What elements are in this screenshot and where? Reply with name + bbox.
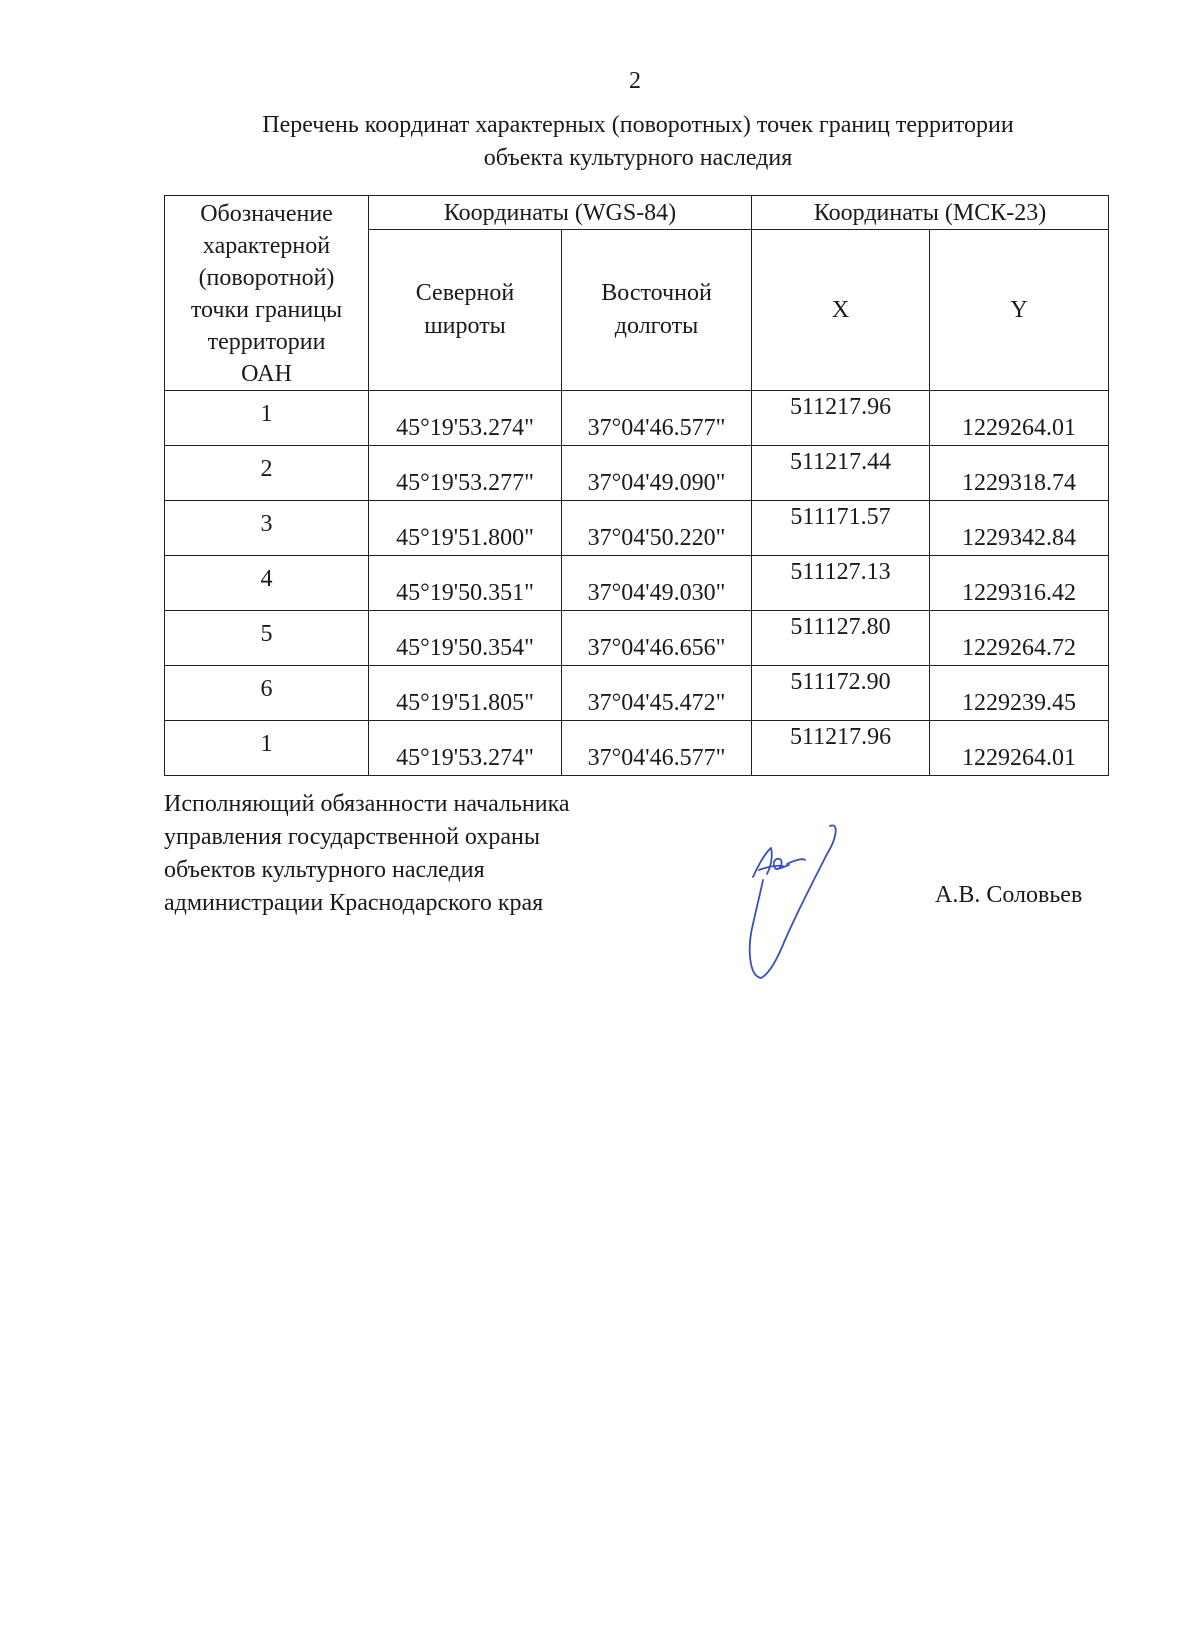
header-designation-line: характерной <box>202 233 331 259</box>
signer-position-line: объектов культурного наследия <box>164 857 485 883</box>
header-longitude-line: долготы <box>614 313 699 340</box>
signer-name: А.В. Соловьев <box>935 882 1083 908</box>
signer-position-line: управления государственной охраны <box>164 824 540 850</box>
cell-x: 511127.80 <box>752 611 930 666</box>
cell-y: 1229264.01 <box>930 721 1109 776</box>
cell-latitude: 45°19'51.800" <box>369 501 562 556</box>
header-x: X <box>752 230 930 391</box>
handwritten-signature <box>745 820 855 985</box>
cell-y: 1229264.01 <box>930 391 1109 446</box>
signer-position-line: Исполняющий обязанности начальника <box>164 791 570 817</box>
table-row <box>165 501 1109 556</box>
cell-latitude: 45°19'53.277" <box>369 446 562 501</box>
table-row <box>165 556 1109 611</box>
table-row <box>165 666 1109 721</box>
header-designation-line: Обозначение <box>200 201 333 227</box>
cell-longitude: 37°04'46.656" <box>562 611 752 666</box>
signature-strokes <box>750 825 836 978</box>
signer-position <box>164 788 684 920</box>
signer-position-line: администрации Краснодарского края <box>164 890 544 916</box>
header-longitude <box>562 230 752 391</box>
cell-point: 1 <box>165 721 369 776</box>
cell-y: 1229239.45 <box>930 666 1109 721</box>
header-latitude-line: широты <box>424 313 506 340</box>
cell-x: 511217.44 <box>752 446 930 501</box>
cell-longitude: 37°04'46.577" <box>562 721 752 776</box>
cell-y: 1229316.42 <box>930 556 1109 611</box>
header-longitude-line: Восточной <box>601 280 712 307</box>
coordinates-table <box>164 195 1109 776</box>
header-wgs84-group: Координаты (WGS-84) <box>369 196 752 230</box>
header-designation-line: точки границы <box>190 297 343 323</box>
cell-longitude: 37°04'45.472" <box>562 666 752 721</box>
cell-x: 511171.57 <box>752 501 930 556</box>
document-title-line: Перечень координат характерных (поворотных) точек границ территории <box>262 112 1014 138</box>
page-number: 2 <box>629 68 641 94</box>
header-y: Y <box>930 230 1109 391</box>
header-designation-line: (поворотной) <box>198 265 335 291</box>
cell-latitude: 45°19'50.351" <box>369 556 562 611</box>
cell-point: 6 <box>165 666 369 721</box>
header-point-designation <box>165 196 369 391</box>
table-row <box>165 721 1109 776</box>
header-designation-line: территории <box>207 329 326 355</box>
table-row <box>165 611 1109 666</box>
table-row <box>165 446 1109 501</box>
cell-y: 1229318.74 <box>930 446 1109 501</box>
cell-x: 511217.96 <box>752 721 930 776</box>
document-title-line: объекта культурного наследия <box>483 145 793 171</box>
cell-latitude: 45°19'53.274" <box>369 391 562 446</box>
header-latitude <box>369 230 562 391</box>
table-row <box>165 391 1109 446</box>
cell-point: 5 <box>165 611 369 666</box>
cell-longitude: 37°04'50.220" <box>562 501 752 556</box>
cell-latitude: 45°19'51.805" <box>369 666 562 721</box>
cell-point: 3 <box>165 501 369 556</box>
header-designation-line: ОАН <box>241 361 292 387</box>
cell-point: 4 <box>165 556 369 611</box>
cell-y: 1229342.84 <box>930 501 1109 556</box>
cell-longitude: 37°04'49.090" <box>562 446 752 501</box>
cell-longitude: 37°04'46.577" <box>562 391 752 446</box>
cell-point: 2 <box>165 446 369 501</box>
cell-point: 1 <box>165 391 369 446</box>
cell-y: 1229264.72 <box>930 611 1109 666</box>
cell-x: 511172.90 <box>752 666 930 721</box>
header-msk23-group: Координаты (МСК-23) <box>752 196 1109 230</box>
cell-x: 511217.96 <box>752 391 930 446</box>
cell-longitude: 37°04'49.030" <box>562 556 752 611</box>
cell-latitude: 45°19'53.274" <box>369 721 562 776</box>
cell-x: 511127.13 <box>752 556 930 611</box>
document-title <box>163 109 1113 175</box>
header-latitude-line: Северной <box>415 280 515 307</box>
cell-latitude: 45°19'50.354" <box>369 611 562 666</box>
